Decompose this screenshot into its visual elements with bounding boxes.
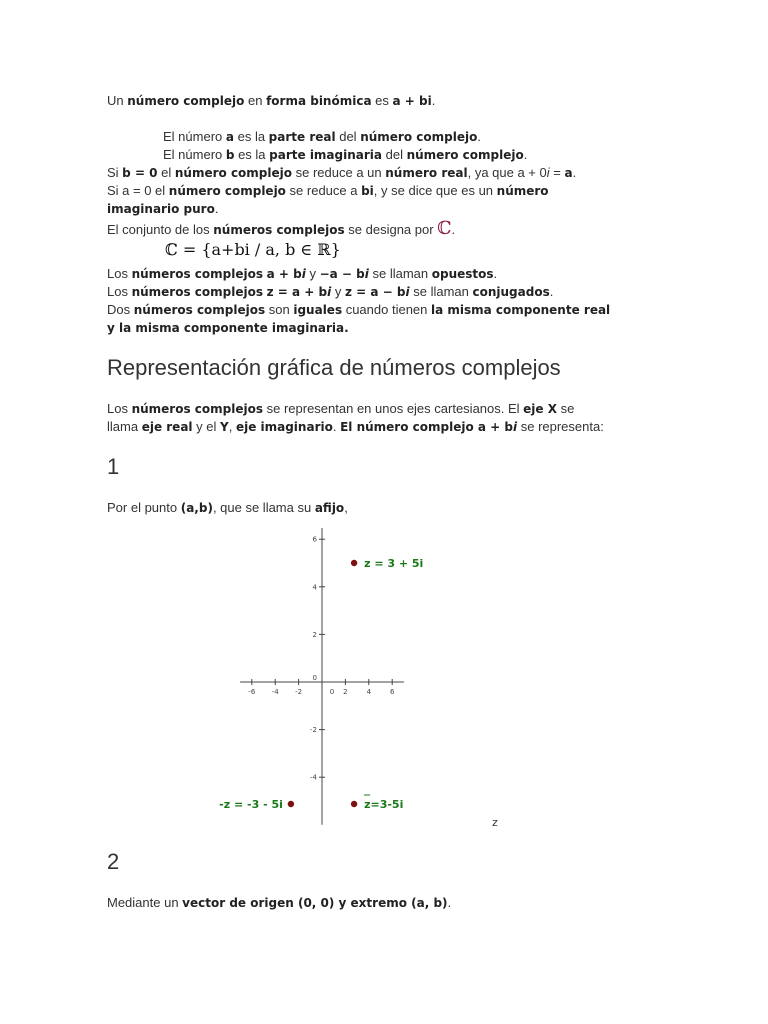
- y-tick-label: 4: [312, 583, 317, 592]
- y-tick-label: 2: [312, 630, 317, 639]
- real-number-line: Si b = 0 el número complejo se reduce a un número real, ya que a + 0i = a.: [107, 165, 577, 180]
- equality-line-cont: y la misma componente imaginaria.: [107, 321, 349, 335]
- x-tick-label: -2: [295, 688, 303, 696]
- point-label: z = 3 + 5i: [364, 557, 424, 570]
- complex-plane-plot: [150, 528, 510, 833]
- point-label: -z = -3 - 5i: [219, 798, 283, 811]
- step-1-text: Por el punto (a,b), que se llama su afijo,: [107, 500, 348, 515]
- section-title: Representación gráfica de números complejos: [107, 355, 561, 380]
- section-paragraph-1: Los números complejos se representan en unos ejes cartesianos. El eje X se: [107, 401, 575, 416]
- step-number-2: 2: [107, 849, 120, 874]
- x-tick-label: -4: [271, 688, 279, 696]
- set-formula: ℂ = {a+bi / a, b ∈ ℝ}: [165, 240, 341, 259]
- section-paragraph-2: llama eje real y el Y, eje imaginario. El número complejo a + bi se representa:: [107, 419, 604, 434]
- x-tick-label: 2: [343, 688, 348, 696]
- data-point: [351, 801, 357, 807]
- step-number-1: 1: [107, 454, 120, 479]
- set-notation-line: El conjunto de los números complejos se designa por ℂ.: [107, 218, 456, 239]
- y-tick-label: 0: [312, 674, 317, 682]
- step-2-text: Mediante un vector de origen (0, 0) y extremo (a, b).: [107, 895, 452, 910]
- x-tick-label: 0: [329, 688, 335, 696]
- pure-imaginary-line: Si a = 0 el número complejo se reduce a bi, y se dice que es un número: [107, 183, 549, 198]
- data-point: [288, 801, 294, 807]
- conjugates-line: Los números complejos z = a + bi y z = a − bi se llaman conjugados.: [107, 284, 554, 299]
- pure-imaginary-line-cont: imaginario puro.: [107, 201, 219, 216]
- point-label: z=3-5i: [364, 798, 404, 811]
- imaginary-part-line: El número b es la parte imaginaria del número complejo.: [163, 147, 528, 162]
- equality-line: Dos números complejos son iguales cuando tienen la misma componente real: [107, 302, 611, 317]
- x-tick-label: 4: [366, 688, 372, 696]
- complex-set-symbol: ℂ: [437, 218, 452, 239]
- y-tick-label: -4: [310, 773, 317, 782]
- opposites-line: Los números complejos a + bi y −a − bi se llaman opuestos.: [107, 266, 498, 281]
- x-tick-label: -6: [248, 688, 256, 696]
- real-part-line: El número a es la parte real del número complejo.: [163, 129, 481, 144]
- y-tick-label: -2: [310, 726, 317, 735]
- axis-note: z: [492, 816, 498, 829]
- x-tick-label: 6: [389, 688, 395, 696]
- y-tick-label: 6: [312, 535, 317, 544]
- intro-paragraph: Un número complejo en forma binómica es a + bi.: [107, 93, 436, 108]
- data-point: [351, 560, 357, 566]
